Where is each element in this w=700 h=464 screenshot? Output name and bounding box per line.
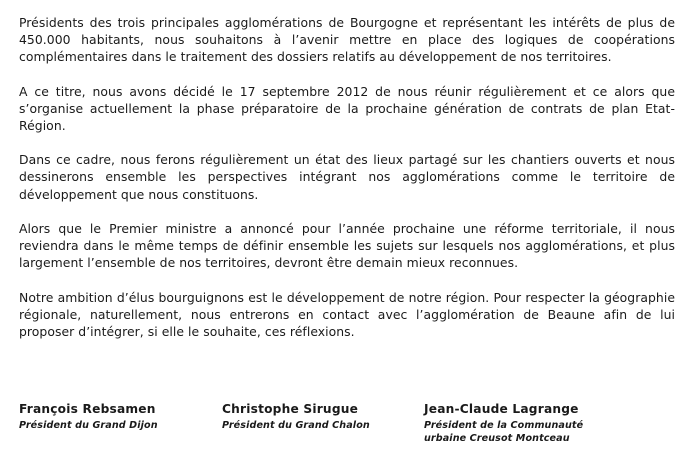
signatory-name: Christophe Sirugue [222, 402, 359, 416]
letter-paragraph-1: Présidents des trois principales agglomérations de Bourgogne et représentant les intérêts de plus de 450.000 habitants, nous souhaitons à l’avenir mettre en place des logiques de coopérations complémentaires dans le traitement des dossiers relatifs au développement de nos territoires. [19, 15, 675, 65]
signatory-title: Président du Grand Dijon [19, 420, 158, 431]
letter-paragraph-3: Dans ce cadre, nous ferons régulièrement un état des lieux partagé sur les chantiers ouverts et nous dessinerons ensemble les perspectives intégrant nos agglomérations comme le territoire de développement que nous constituons. [19, 152, 675, 202]
signature-lagrange [424, 402, 624, 445]
letter-paragraph-2: A ce titre, nous avons décidé le 17 septembre 2012 de nous réunir régulièrement et ce alors que s’organise actuellement la phase préparatoire de la prochaine génération de contrats de plan Etat-Région. [19, 83, 675, 133]
signature-block [19, 402, 689, 452]
signature-rebsamen [19, 402, 219, 433]
signature-sirugue [222, 402, 422, 433]
letter-body [19, 14, 675, 357]
signatory-name: Jean-Claude Lagrange [424, 402, 579, 416]
signatory-name: François Rebsamen [19, 402, 156, 416]
letter-paragraph-5: Notre ambition d’élus bourguignons est le développement de notre région. Pour respecter la géographie régionale, naturellement, nous entrerons en contact avec l’agglomération de Beaune afin de lui proposer d’intégrer, si elle le souhaite, ces réflexions. [19, 289, 675, 339]
signatory-title: Président de la Communauté urbaine Creusot Montceau [424, 420, 584, 444]
signatory-title: Président du Grand Chalon [222, 420, 370, 431]
letter-paragraph-4: Alors que le Premier ministre a annoncé pour l’année prochaine une réforme territoriale, il nous reviendra dans le même temps de définir ensemble les sujets sur lesquels nos agglomérations, et plus largement l’ensemble de nos territoires, devront être demain mieux reconnues. [19, 221, 675, 271]
